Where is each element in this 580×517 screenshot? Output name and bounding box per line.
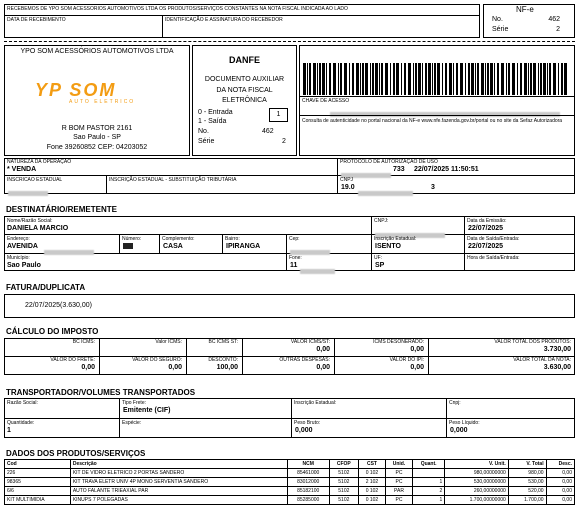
nature-value: * VENDA [7, 166, 37, 173]
danfe-no-value: 462 [262, 128, 274, 135]
receipt-serie-label: Série [492, 26, 509, 33]
table-cell: PC [385, 469, 412, 478]
table-cell: 0,00 [546, 478, 574, 487]
tax-label: VALOR DO FRETE: [50, 357, 95, 363]
table-cell: 5102 [329, 478, 358, 487]
barcode-bar [512, 63, 515, 95]
barcode-bar [379, 63, 380, 95]
address-redacted [44, 244, 94, 262]
danfe-subtitle-3: ELETRÔNICA [222, 97, 267, 104]
table-cell: 0 102 [358, 487, 385, 496]
divider [242, 338, 243, 356]
barcode-bar [422, 63, 423, 95]
barcode-bar [303, 63, 306, 95]
barcode-bar [434, 63, 436, 95]
table-row [5, 496, 575, 505]
divider [4, 175, 575, 176]
divider [446, 398, 447, 438]
table-cell: 1 [413, 478, 445, 487]
danfe-subtitle-2: DA NOTA FISCAL [216, 87, 273, 94]
table-cell: 5102 [329, 469, 358, 478]
phone-redacted [300, 263, 335, 281]
complement-label: Complemento: [162, 236, 195, 242]
table-header: Desc. [546, 460, 574, 469]
table-cell: 2 102 [358, 478, 385, 487]
net-weight-value: 0,000 [450, 427, 468, 434]
protocol-date: 22/07/2025 11:50:51 [414, 166, 479, 173]
divider [186, 356, 187, 374]
barcode-bar [362, 63, 364, 95]
barcode-bar [360, 63, 361, 95]
recipient-section-title: DESTINATÁRIO/REMETENTE [6, 205, 117, 214]
billing-line: 22/07/2025(3.630,00) [25, 302, 92, 309]
divider [186, 338, 187, 356]
divider [119, 398, 120, 438]
divider [428, 338, 429, 356]
receipt-date-label: DATA DE RECEBIMENTO [7, 17, 66, 23]
tax-value: 0,00 [410, 364, 424, 371]
uf-value: SP [375, 262, 385, 269]
gross-weight-value: 0,000 [295, 427, 313, 434]
table-cell: 5102 [329, 496, 358, 505]
barcode-bar [322, 63, 325, 95]
uf-label: UF: [374, 255, 383, 261]
barcode-bar [356, 63, 359, 95]
table-header: V. Total [508, 460, 546, 469]
table-cell: 98365 [5, 478, 71, 487]
danfe-serie-value: 2 [282, 138, 286, 145]
ie-st-label: INSCRIÇÃO ESTADUAL - SUBSTITUIÇÃO TRIBUTÁRIA [109, 177, 237, 183]
table-cell: KINUPS 7 POLEGADAS [70, 496, 287, 505]
phone-label: Fone: [289, 255, 302, 261]
barcode-bar [344, 63, 347, 95]
table-cell: PAR [385, 487, 412, 496]
divider [162, 15, 163, 38]
emitter-cnpj-redacted [358, 185, 413, 203]
carrier-name-label: Razão Social: [7, 400, 38, 406]
table-cell: 226 [5, 469, 71, 478]
barcode-bar [520, 63, 522, 95]
recipient-ie-label: Inscrição Estadual: [374, 236, 417, 242]
danfe-saida: 1 - Saída [198, 118, 227, 125]
barcode-bar [471, 63, 474, 95]
table-header: NCM [287, 460, 329, 469]
barcode-bar [558, 63, 559, 95]
barcode-bar [365, 63, 368, 95]
barcode-bar [415, 63, 417, 95]
danfe-entrada: 0 - Entrada [198, 109, 233, 116]
divider [4, 418, 575, 419]
barcode-bar [313, 63, 316, 95]
tax-section-title: CÁLCULO DO IMPOSTO [6, 327, 99, 336]
table-cell: PC [385, 496, 412, 505]
city-value: Sao Paulo [7, 262, 41, 269]
table-cell [413, 469, 445, 478]
table-cell: KIT DE VIDRO ELETRICO 2 PORTAS SANDERO [70, 469, 287, 478]
emitter-cnpj-prefix: 19.0 [341, 184, 355, 191]
barcode-bar [372, 63, 374, 95]
barcode-bar [428, 63, 431, 95]
barcode-bar [326, 63, 327, 95]
barcode-bar [561, 63, 563, 95]
number-redacted [123, 243, 133, 249]
recipient-name-label: Nome/Razão Social: [7, 218, 53, 224]
table-cell: 0 102 [358, 496, 385, 505]
table-cell: 980,00000000 [445, 469, 509, 478]
barcode-bar [538, 63, 539, 95]
barcode-bar [329, 63, 331, 95]
tax-value: 0,00 [410, 346, 424, 353]
barcode-bar [413, 63, 414, 95]
table-cell: KIT MULTIMIDIA [5, 496, 71, 505]
barcode-bar [432, 63, 433, 95]
barcode-bar [547, 63, 548, 95]
divider [242, 356, 243, 374]
tax-value: 3.630,00 [543, 364, 571, 371]
barcode-bar [487, 63, 489, 95]
protocol-label: PROTOCOLO DE AUTORIZAÇÃO DE USO [340, 159, 438, 165]
divider [99, 356, 100, 374]
gross-weight-label: Peso Bruto: [294, 420, 321, 426]
table-cell: AUTO FALANTE TRIEAXIAL PAR [70, 487, 287, 496]
transport-section-title: TRANSPORTADOR/VOLUMES TRANSPORTADOS [6, 388, 196, 397]
table-cell: 85182100 [287, 487, 329, 496]
barcode-bar [453, 63, 454, 95]
barcode-bar [475, 63, 476, 95]
barcode-bar [506, 63, 507, 95]
barcode-bar [524, 63, 527, 95]
barcode-bar [530, 63, 532, 95]
divider [4, 234, 575, 235]
tax-label: DESCONTO: [208, 357, 238, 363]
barcode-bar [309, 63, 311, 95]
tax-label: ICMS DESONERADO: [373, 339, 424, 345]
district-label: Bairro: [225, 236, 240, 242]
barcode-bar [528, 63, 529, 95]
emitter-cnpj-suffix: 3 [431, 184, 435, 191]
tax-label: BC ICMS ST: [208, 339, 238, 345]
divider [286, 234, 287, 271]
table-cell: 1 [413, 496, 445, 505]
emission-label: Data da Emissão: [467, 218, 507, 224]
carrier-ie-label: Inscrição Estadual: [294, 400, 337, 406]
tax-label: VALOR DO IPI: [389, 357, 424, 363]
barcode-bar [456, 63, 458, 95]
cep-label: Cep: [289, 236, 300, 242]
district-value: IPIRANGA [226, 243, 261, 250]
divider [222, 234, 223, 253]
danfe-serie-label: Série [198, 138, 215, 145]
barcode-bar [477, 63, 479, 95]
emitter-cnpj-label: CNPJ [340, 177, 354, 183]
tax-value: 100,00 [216, 364, 238, 371]
tax-label: VALOR DO SEGURO: [132, 357, 182, 363]
table-cell: 520,00 [508, 487, 546, 496]
barcode-bar [449, 63, 452, 95]
barcode-bar [543, 63, 546, 95]
tax-label: VALOR TOTAL DA NOTA: [513, 357, 571, 363]
table-cell: 2 [413, 487, 445, 496]
emitter-contact: Fone 39260852 CEP: 04203052 [46, 144, 148, 151]
table-row [5, 478, 575, 487]
barcode-bar [333, 63, 336, 95]
nature-label: NATUREZA DA OPERAÇÃO [7, 159, 72, 165]
divider [337, 158, 338, 194]
barcode-bar [401, 63, 402, 95]
emitter-address: R BOM PASTOR 2161 [61, 125, 133, 132]
table-cell: 260,00000000 [445, 487, 509, 496]
table-cell: KIT TRAVA ELETR UNIV 4P MONO SERVENTIA SANDERO [70, 478, 287, 487]
recipient-ie-value: ISENTO [375, 243, 401, 250]
tax-label: VALOR TOTAL DOS PRODUTOS: [494, 339, 571, 345]
divider [334, 338, 335, 356]
barcode-bar [553, 63, 556, 95]
barcode-bar [494, 63, 495, 95]
freight-value: Emitente (CIF) [123, 407, 171, 414]
receipt-nfe-title: NF-e [516, 5, 534, 14]
table-header: CFOP [329, 460, 358, 469]
tax-label: VALOR ICMS/ST: [290, 339, 330, 345]
danfe-subtitle-1: DOCUMENTO AUXILIAR [204, 76, 285, 83]
cut-line [4, 41, 575, 42]
divider [119, 234, 120, 253]
table-cell: 0,00 [546, 496, 574, 505]
divider [4, 15, 480, 16]
tax-value: 0,00 [316, 364, 330, 371]
receipt-no-label: No. [492, 16, 503, 23]
barcode-bar [307, 63, 308, 95]
barcode-bar [437, 63, 440, 95]
qty-label: Quantidade: [7, 420, 35, 426]
barcode [303, 63, 571, 95]
barcode-bar [408, 63, 411, 95]
freight-label: Tipo Frete: [122, 400, 146, 406]
phone-value: 11 [290, 262, 298, 269]
divider [99, 338, 100, 356]
barcode-bar [490, 63, 493, 95]
barcode-bar [375, 63, 378, 95]
table-cell: 0,00 [546, 469, 574, 478]
tax-label: BC ICMS: [72, 339, 95, 345]
divider [464, 216, 465, 271]
exit-date-value: 22/07/2025 [468, 243, 504, 250]
recipient-cnpj-label: CNPJ: [374, 218, 389, 224]
table-cell: 85285000 [287, 496, 329, 505]
table-header: Unid. [385, 460, 412, 469]
carrier-cnpj-label: Cnpj: [449, 400, 461, 406]
ie-label: INSCRICAO ESTADUAL [7, 177, 63, 183]
address-value: AVENIDA [7, 243, 38, 250]
table-header: Cod [5, 460, 71, 469]
products-table [4, 459, 575, 505]
tax-value: 0,00 [168, 364, 182, 371]
qty-value: 1 [7, 427, 11, 434]
divider [428, 356, 429, 374]
time-label: Hora de Saída/Entrada: [467, 255, 520, 261]
table-cell: 530,00 [508, 478, 546, 487]
barcode-bar [460, 63, 463, 95]
barcode-bar [465, 63, 466, 95]
tax-value: 0,00 [81, 364, 95, 371]
divider [334, 356, 335, 374]
tax-label: Valor ICMS: [155, 339, 182, 345]
ie-redacted [8, 185, 48, 203]
company-logo [33, 80, 163, 104]
barcode-bar [319, 63, 321, 95]
tax-value: 3.730,00 [543, 346, 571, 353]
danfe-title: DANFE [229, 55, 260, 65]
barcode-bar [445, 63, 447, 95]
barcode-bar [390, 63, 391, 95]
table-header: Descrição [70, 460, 287, 469]
billing-section-title: FATURA/DUPLICATA [6, 283, 86, 292]
table-cell: 980,00 [508, 469, 546, 478]
divider [299, 115, 575, 116]
barcode-bar [540, 63, 542, 95]
table-cell: 83012000 [287, 478, 329, 487]
divider [106, 175, 107, 194]
danfe-type-box: 1 [269, 108, 288, 122]
barcode-bar [393, 63, 395, 95]
table-cell: 1.700,00 [508, 496, 546, 505]
operation-box [4, 158, 575, 194]
barcode-bar [481, 63, 484, 95]
emission-value: 22/07/2025 [468, 225, 504, 232]
table-cell: 85461000 [287, 469, 329, 478]
species-label: Espécie: [122, 420, 142, 426]
address-label: Endereço: [7, 236, 30, 242]
barcode-bar [396, 63, 399, 95]
barcode-bar [340, 63, 342, 95]
exit-date-label: Data de Saída/Entrada: [467, 236, 520, 242]
table-cell: 0 102 [358, 469, 385, 478]
city-label: Município: [7, 255, 30, 261]
barcode-bar [317, 63, 318, 95]
table-header: CST [358, 460, 385, 469]
emitter-city: Sao Paulo - SP [73, 134, 121, 141]
table-header: Quant. [413, 460, 445, 469]
barcode-bar [501, 63, 504, 95]
barcode-bar [517, 63, 518, 95]
table-cell: 530,00000000 [445, 478, 509, 487]
logo-subtext: AUTO ELETRICO [69, 99, 136, 104]
tax-label: OUTRAS DESPESAS: [279, 357, 330, 363]
net-weight-label: Peso Líquido: [449, 420, 480, 426]
table-header: V. Unit. [445, 460, 509, 469]
table-cell: 0,00 [546, 487, 574, 496]
barcode-bar [497, 63, 499, 95]
tax-value: 0,00 [316, 346, 330, 353]
logo-text: YP SOM [35, 80, 117, 100]
complement-value: CASA [163, 243, 183, 250]
barcode-bar [549, 63, 551, 95]
table-row [5, 487, 575, 496]
barcode-bar [385, 63, 388, 95]
barcode-bar [370, 63, 371, 95]
barcode-bar [418, 63, 421, 95]
emitter-name: YPO SOM ACESSÓRIOS AUTOMOTIVOS LTDA [20, 48, 174, 55]
barcode-bar [404, 63, 406, 95]
key-label: CHAVE DE ACESSO [302, 98, 350, 104]
barcode-bar [349, 63, 350, 95]
barcode-bar [338, 63, 339, 95]
danfe-no-label: No. [198, 128, 209, 135]
divider [291, 398, 292, 438]
number-label: Número: [122, 236, 142, 242]
table-cell: 1.700,00000000 [445, 496, 509, 505]
barcode-bar [508, 63, 510, 95]
barcode-bar [381, 63, 383, 95]
receipt-no-value: 462 [548, 16, 560, 23]
receipt-serie-value: 2 [556, 26, 560, 33]
barcode-bar [485, 63, 486, 95]
divider [299, 96, 575, 97]
protocol-suffix: 733 [393, 166, 405, 173]
recipient-name-value: DANIELA MARCIO [7, 225, 69, 232]
divider [159, 234, 160, 253]
barcode-bar [564, 63, 567, 95]
barcode-bar [533, 63, 536, 95]
products-section-title: DADOS DOS PRODUTOS/SERVIÇOS [6, 449, 146, 458]
barcode-bar [425, 63, 427, 95]
table-cell: PC [385, 478, 412, 487]
barcode-bar [352, 63, 354, 95]
receipt-text: RECEBEMOS DE YPO SOM ACESSORIOS AUTOMOTIVOS LTDA OS PRODUTOS/SERVIÇOS CONSTANTES NA NOTA FISCAL INDICADA AO LADO [7, 6, 348, 12]
key-consult-text: Consulta de autenticidade no portal nacional da NF-e www.nfe.fazenda.gov.br/portal ou no site da Sefaz Autorizadora [302, 118, 563, 124]
table-cell: 5102 [329, 487, 358, 496]
table-row [5, 469, 575, 478]
table-cell: 6/6 [5, 487, 71, 496]
barcode-bar [468, 63, 470, 95]
receipt-signature-label: IDENTIFICAÇÃO E ASSINATURA DO RECEBEDOR [165, 17, 283, 23]
divider [371, 216, 372, 271]
barcode-bar [442, 63, 443, 95]
